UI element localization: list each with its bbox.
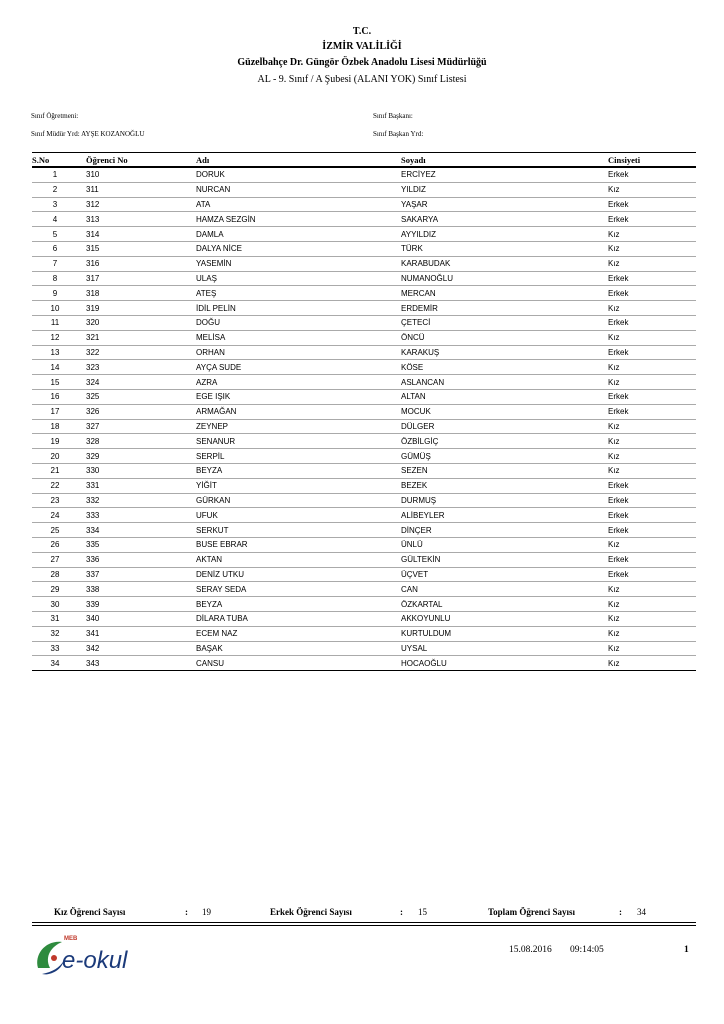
cell-gender: Erkek [608, 315, 696, 330]
cell-sno: 25 [32, 523, 78, 538]
cell-student-no: 323 [78, 360, 196, 375]
cell-name: AKTAN [196, 552, 401, 567]
cell-gender: Erkek [608, 508, 696, 523]
table-row [32, 286, 696, 301]
print-date: 15.08.2016 [509, 945, 552, 955]
cell-sno: 11 [32, 315, 78, 330]
cell-gender: Erkek [608, 271, 696, 286]
header-province: İZMİR VALİLİĞİ [322, 41, 402, 52]
cell-sno: 31 [32, 611, 78, 626]
cell-student-no: 334 [78, 523, 196, 538]
cell-student-no: 326 [78, 404, 196, 419]
table-row [32, 552, 696, 567]
girls-count-sep: : [185, 907, 188, 917]
table-row [32, 182, 696, 197]
cell-gender: Erkek [608, 167, 696, 182]
cell-sno: 17 [32, 404, 78, 419]
cell-surname: CAN [401, 582, 608, 597]
cell-surname: SEZEN [401, 463, 608, 478]
footer-divider-thick [32, 925, 696, 926]
cell-surname: UYSAL [401, 641, 608, 656]
cell-sno: 15 [32, 375, 78, 390]
cell-surname: DİNÇER [401, 523, 608, 538]
cell-gender: Kız [608, 241, 696, 256]
cell-surname: BEZEK [401, 478, 608, 493]
table-row [32, 656, 696, 671]
table-row [32, 345, 696, 360]
cell-student-no: 341 [78, 626, 196, 641]
cell-gender: Kız [608, 360, 696, 375]
cell-gender: Erkek [608, 286, 696, 301]
cell-student-no: 319 [78, 301, 196, 316]
cell-sno: 7 [32, 256, 78, 271]
table-row [32, 537, 696, 552]
cell-surname: KARABUDAK [401, 256, 608, 271]
table-row [32, 315, 696, 330]
cell-surname: YILDIZ [401, 182, 608, 197]
cell-name: UFUK [196, 508, 401, 523]
cell-name: ARMAĞAN [196, 404, 401, 419]
table-row [32, 463, 696, 478]
table-row [32, 404, 696, 419]
cell-surname: ÖZBİLGİÇ [401, 434, 608, 449]
cell-gender: Kız [608, 537, 696, 552]
cell-student-no: 317 [78, 271, 196, 286]
cell-student-no: 322 [78, 345, 196, 360]
cell-sno: 24 [32, 508, 78, 523]
cell-sno: 20 [32, 449, 78, 464]
col-header-name: Adı [196, 153, 401, 168]
cell-sno: 21 [32, 463, 78, 478]
table-row [32, 375, 696, 390]
cell-gender: Kız [608, 463, 696, 478]
cell-surname: SAKARYA [401, 212, 608, 227]
cell-name: DOĞU [196, 315, 401, 330]
cell-surname: ASLANCAN [401, 375, 608, 390]
cell-gender: Kız [608, 419, 696, 434]
cell-name: DORUK [196, 167, 401, 182]
total-count-value: 34 [637, 907, 646, 917]
table-row [32, 330, 696, 345]
cell-student-no: 332 [78, 493, 196, 508]
cell-student-no: 310 [78, 167, 196, 182]
cell-gender: Kız [608, 227, 696, 242]
total-count-sep: : [619, 907, 622, 917]
cell-student-no: 324 [78, 375, 196, 390]
logo-swoosh-green-icon [37, 942, 62, 968]
cell-sno: 2 [32, 182, 78, 197]
boys-count-label: Erkek Öğrenci Sayısı [270, 907, 352, 917]
footer-divider [32, 922, 696, 923]
logo-meb-text: MEB [64, 936, 78, 942]
cell-gender: Kız [608, 182, 696, 197]
cell-name: GÜRKAN [196, 493, 401, 508]
cell-gender: Erkek [608, 523, 696, 538]
cell-gender: Kız [608, 256, 696, 271]
table-row [32, 271, 696, 286]
table-row [32, 567, 696, 582]
cell-name: AYÇA SUDE [196, 360, 401, 375]
cell-sno: 26 [32, 537, 78, 552]
header-tc: T.C. [352, 26, 372, 37]
cell-student-no: 320 [78, 315, 196, 330]
table-row [32, 241, 696, 256]
cell-student-no: 340 [78, 611, 196, 626]
cell-student-no: 314 [78, 227, 196, 242]
cell-surname: KURTULDUM [401, 626, 608, 641]
cell-student-no: 331 [78, 478, 196, 493]
page-number: 1 [684, 945, 689, 955]
print-time: 09:14:05 [570, 945, 604, 955]
cell-surname: YAŞAR [401, 197, 608, 212]
cell-surname: ÜNLÜ [401, 537, 608, 552]
cell-surname: TÜRK [401, 241, 608, 256]
cell-name: SERPİL [196, 449, 401, 464]
table-row [32, 301, 696, 316]
cell-gender: Erkek [608, 389, 696, 404]
cell-sno: 22 [32, 478, 78, 493]
boys-count-sep: : [400, 907, 403, 917]
cell-name: DİLARA TUBA [196, 611, 401, 626]
cell-surname: ÜÇVET [401, 567, 608, 582]
table-row [32, 582, 696, 597]
cell-sno: 32 [32, 626, 78, 641]
cell-gender: Erkek [608, 212, 696, 227]
cell-gender: Kız [608, 656, 696, 671]
logo-dot-icon [51, 955, 57, 961]
cell-name: ATA [196, 197, 401, 212]
cell-gender: Kız [608, 582, 696, 597]
cell-surname: KARAKUŞ [401, 345, 608, 360]
eokul-logo [32, 930, 142, 980]
table-row [32, 508, 696, 523]
table-row [32, 523, 696, 538]
cell-sno: 30 [32, 597, 78, 612]
col-header-sno: S.No [32, 153, 78, 168]
cell-name: DAMLA [196, 227, 401, 242]
cell-name: NURCAN [196, 182, 401, 197]
cell-sno: 23 [32, 493, 78, 508]
cell-student-no: 312 [78, 197, 196, 212]
cell-gender: Kız [608, 611, 696, 626]
cell-name: MELİSA [196, 330, 401, 345]
cell-student-no: 327 [78, 419, 196, 434]
cell-surname: ERCİYEZ [401, 167, 608, 182]
cell-sno: 10 [32, 301, 78, 316]
cell-student-no: 311 [78, 182, 196, 197]
cell-name: HAMZA SEZGİN [196, 212, 401, 227]
cell-sno: 3 [32, 197, 78, 212]
cell-name: DENİZ UTKU [196, 567, 401, 582]
cell-sno: 34 [32, 656, 78, 671]
header-class: AL - 9. Sınıf / A Şubesi (ALANI YOK) Sınıf Listesi [257, 74, 467, 85]
cell-gender: Erkek [608, 552, 696, 567]
cell-student-no: 337 [78, 567, 196, 582]
table-header-row [32, 153, 696, 168]
cell-sno: 5 [32, 227, 78, 242]
cell-surname: GÜMÜŞ [401, 449, 608, 464]
vice-principal: Sınıf Müdür Yrd: AYŞE KOZANOĞLU [31, 130, 145, 138]
cell-sno: 19 [32, 434, 78, 449]
cell-sno: 12 [32, 330, 78, 345]
cell-surname: ERDEMİR [401, 301, 608, 316]
cell-sno: 28 [32, 567, 78, 582]
cell-name: ECEM NAZ [196, 626, 401, 641]
cell-sno: 16 [32, 389, 78, 404]
table-row [32, 167, 696, 182]
cell-surname: ALİBEYLER [401, 508, 608, 523]
boys-count-value: 15 [418, 907, 427, 917]
cell-student-no: 335 [78, 537, 196, 552]
table-row [32, 478, 696, 493]
girls-count-label: Kız Öğrenci Sayısı [54, 907, 126, 917]
table-row [32, 434, 696, 449]
cell-gender: Kız [608, 434, 696, 449]
class-president: Sınıf Başkanı: [373, 112, 413, 120]
cell-sno: 1 [32, 167, 78, 182]
cell-gender: Erkek [608, 197, 696, 212]
cell-sno: 14 [32, 360, 78, 375]
table-row [32, 611, 696, 626]
cell-gender: Erkek [608, 567, 696, 582]
cell-sno: 6 [32, 241, 78, 256]
cell-student-no: 315 [78, 241, 196, 256]
table-row [32, 626, 696, 641]
cell-gender: Kız [608, 641, 696, 656]
cell-student-no: 318 [78, 286, 196, 301]
cell-student-no: 328 [78, 434, 196, 449]
cell-gender: Erkek [608, 478, 696, 493]
total-count-label: Toplam Öğrenci Sayısı [488, 907, 576, 917]
cell-student-no: 321 [78, 330, 196, 345]
cell-student-no: 325 [78, 389, 196, 404]
cell-name: ATEŞ [196, 286, 401, 301]
cell-student-no: 342 [78, 641, 196, 656]
table-row [32, 389, 696, 404]
cell-name: SERKUT [196, 523, 401, 538]
cell-student-no: 339 [78, 597, 196, 612]
cell-sno: 18 [32, 419, 78, 434]
cell-surname: ÖNCÜ [401, 330, 608, 345]
student-list-table [32, 152, 696, 671]
table-row [32, 597, 696, 612]
cell-gender: Kız [608, 375, 696, 390]
cell-surname: HOCAOĞLU [401, 656, 608, 671]
table-row [32, 227, 696, 242]
table-row [32, 493, 696, 508]
cell-gender: Erkek [608, 493, 696, 508]
cell-student-no: 343 [78, 656, 196, 671]
cell-surname: NUMANOĞLU [401, 271, 608, 286]
col-header-student-no: Öğrenci No [78, 153, 196, 168]
cell-gender: Kız [608, 301, 696, 316]
header-school: Güzelbahçe Dr. Güngör Özbek Anadolu Lisesi Müdürlüğü [237, 57, 487, 68]
cell-name: DALYA NİCE [196, 241, 401, 256]
cell-sno: 9 [32, 286, 78, 301]
table-row [32, 212, 696, 227]
table-row [32, 449, 696, 464]
cell-student-no: 336 [78, 552, 196, 567]
logo-eokul-text: e-okul [62, 947, 128, 974]
cell-student-no: 329 [78, 449, 196, 464]
cell-surname: DÜLGER [401, 419, 608, 434]
table-row [32, 641, 696, 656]
cell-surname: GÜLTEKİN [401, 552, 608, 567]
cell-name: EGE IŞIK [196, 389, 401, 404]
girls-count-value: 19 [202, 907, 211, 917]
cell-name: YİĞİT [196, 478, 401, 493]
cell-student-no: 338 [78, 582, 196, 597]
cell-sno: 4 [32, 212, 78, 227]
cell-name: ZEYNEP [196, 419, 401, 434]
class-vice-president: Sınıf Başkan Yrd: [373, 130, 424, 138]
class-teacher: Sınıf Öğretmeni: [31, 112, 79, 120]
cell-gender: Erkek [608, 404, 696, 419]
cell-name: CANSU [196, 656, 401, 671]
cell-name: BAŞAK [196, 641, 401, 656]
cell-surname: ÇETECİ [401, 315, 608, 330]
cell-name: SERAY SEDA [196, 582, 401, 597]
cell-name: ULAŞ [196, 271, 401, 286]
cell-name: İDİL PELİN [196, 301, 401, 316]
cell-student-no: 316 [78, 256, 196, 271]
cell-name: SENANUR [196, 434, 401, 449]
cell-surname: MOCUK [401, 404, 608, 419]
col-header-gender: Cinsiyeti [608, 153, 696, 168]
cell-sno: 8 [32, 271, 78, 286]
cell-student-no: 333 [78, 508, 196, 523]
cell-name: BEYZA [196, 463, 401, 478]
cell-sno: 13 [32, 345, 78, 360]
col-header-surname: Soyadı [401, 153, 608, 168]
table-row [32, 197, 696, 212]
cell-surname: ÖZKARTAL [401, 597, 608, 612]
cell-name: YASEMİN [196, 256, 401, 271]
cell-gender: Kız [608, 597, 696, 612]
cell-name: AZRA [196, 375, 401, 390]
table-row [32, 360, 696, 375]
cell-name: ORHAN [196, 345, 401, 360]
cell-student-no: 313 [78, 212, 196, 227]
cell-gender: Kız [608, 449, 696, 464]
cell-student-no: 330 [78, 463, 196, 478]
cell-sno: 27 [32, 552, 78, 567]
cell-gender: Kız [608, 330, 696, 345]
cell-gender: Erkek [608, 345, 696, 360]
cell-name: BUSE EBRAR [196, 537, 401, 552]
cell-gender: Kız [608, 626, 696, 641]
cell-surname: DURMUŞ [401, 493, 608, 508]
cell-surname: AKKOYUNLU [401, 611, 608, 626]
table-row [32, 256, 696, 271]
table-row [32, 419, 696, 434]
cell-name: BEYZA [196, 597, 401, 612]
cell-surname: ALTAN [401, 389, 608, 404]
cell-sno: 29 [32, 582, 78, 597]
cell-sno: 33 [32, 641, 78, 656]
cell-surname: MERCAN [401, 286, 608, 301]
cell-surname: KÖSE [401, 360, 608, 375]
cell-surname: AYYILDIZ [401, 227, 608, 242]
